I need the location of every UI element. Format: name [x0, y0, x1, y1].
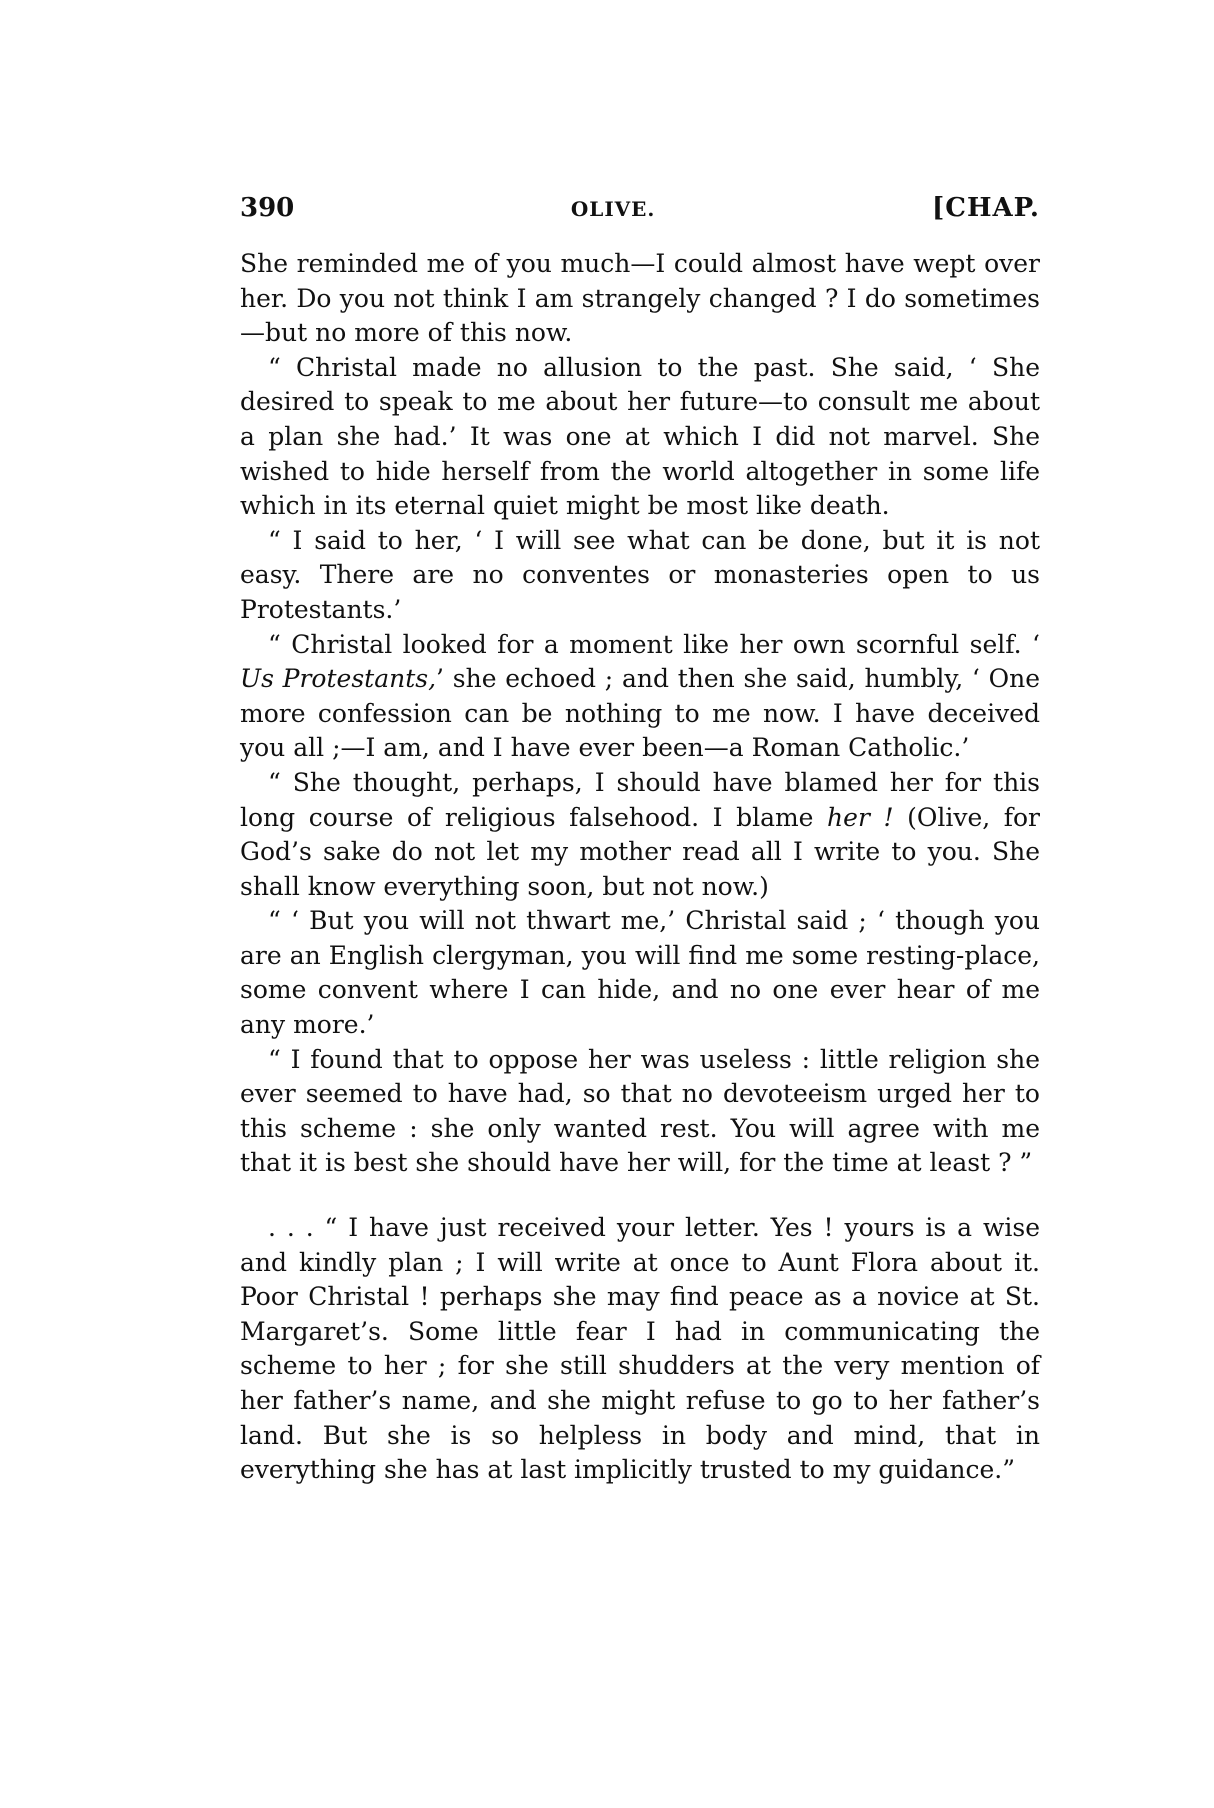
paragraph: “ Christal made no allusion to the past. She said, ‘ She desired to speak to me about her future—to consult me about a plan she had.’ It was one at which I did not marvel. She wished to hide herself from the world altogether in some life which in its eternal quiet might be most like death.	[240, 352, 1040, 521]
body-text	[240, 247, 1040, 1488]
chapter-marker: [CHAP.	[931, 193, 1040, 223]
paragraph-text: “ Christal looked for a moment like her own scornful self. ‘	[268, 629, 1040, 659]
paragraph: She reminded me of you much—I could almost have wept over her. Do you not think I am strangely changed ? I do sometimes—but no more of this now.	[240, 249, 1040, 348]
italic-text: her !	[827, 802, 894, 832]
paragraph: . . . “ I have just received your letter. Yes ! yours is a wise and kindly plan ; I will write at once to Aunt Flora about it. Poor Christal ! perhaps she may find peace as a novice at St. Margaret’s. Some little fear I had in communicating the scheme to her ; for she still shudders at the very mention of her father’s name, and she might refuse to go to her father’s land. But she is so helpless in body and mind, that in everything she has at last implicitly trusted to my guidance.”	[240, 1213, 1040, 1485]
paragraph-text: ’ she echoed ; and then she said, humbly, ‘ One more confession can be nothing to me now. I have deceived you all ;—I am, and I have ever been—a Roman Catholic.’	[240, 664, 1041, 763]
paragraph-text: “ She thought, perhaps, I should have blamed her for this long course of religious falsehood. I blame	[240, 767, 1040, 832]
paragraph	[240, 628, 1040, 766]
paragraph: “ I found that to oppose her was useless : little religion she ever seemed to have had, so that no devoteeism urged her to this scheme : she only wanted rest. You will agree with me that it is best she should have her will, for the time at least ? ”	[240, 1044, 1040, 1178]
paragraph	[240, 766, 1040, 904]
running-head	[240, 190, 1040, 227]
paragraph: “ I said to her, ‘ I will see what can be done, but it is not easy. There are no conventes or monasteries open to us Protestants.’	[240, 525, 1040, 624]
italic-text: Us Protestants,	[240, 664, 437, 694]
paragraph: “ ‘ But you will not thwart me,’ Christal said ; ‘ though you are an English clergyman, you will find me some resting-place, some convent where I can hide, and no one ever hear of me any more.’	[240, 906, 1040, 1040]
page-number: 390	[240, 193, 295, 223]
book-page	[240, 190, 1040, 1488]
paragraph-text: (Olive, for God’s sake do not let my mother read all I write to you. She shall know everything soon, but not now.)	[240, 802, 1040, 901]
running-title: OLIVE.	[570, 197, 656, 221]
